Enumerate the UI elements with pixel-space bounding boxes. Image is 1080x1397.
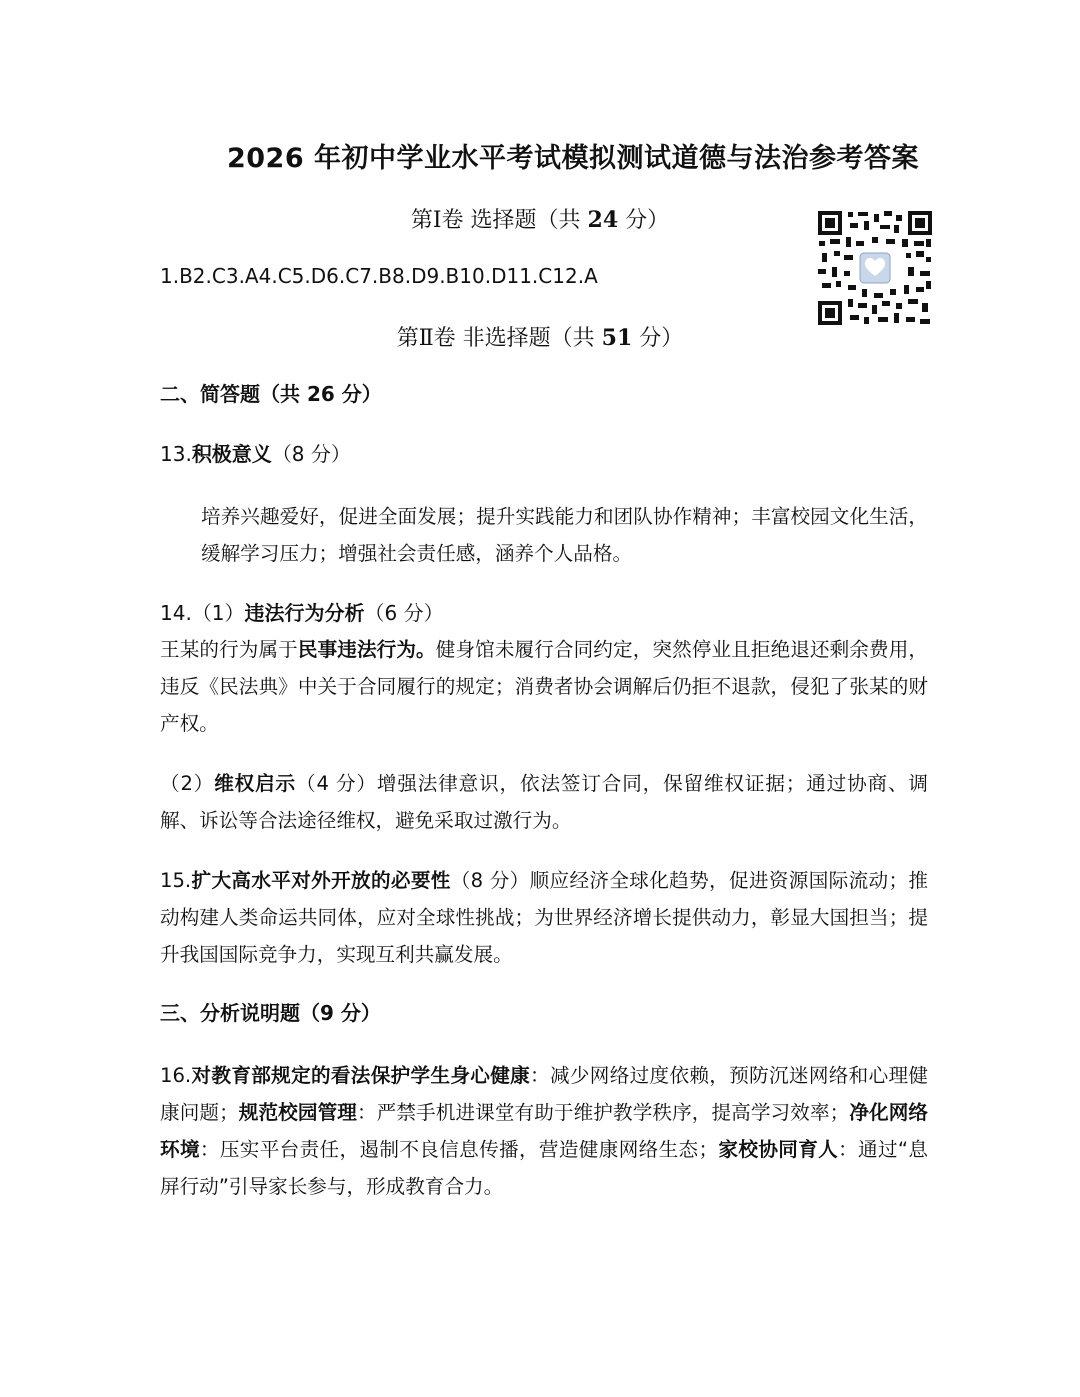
q14-sub1-body: 健身馆未履行合同约定，突然停业且拒绝退还剩余费用，违反《民法典》中关于合同履行的规定；消费者协会调解后仍拒不退款，侵犯了张某的财产权。 [160, 638, 929, 735]
q16-text-2: ：严禁手机进课堂有助于维护教学秩序，提高学习效率； [356, 1101, 850, 1124]
q14-sub1-title: 违法行为分析 [244, 601, 365, 625]
volume-2-heading-suffix: 分） [632, 326, 684, 351]
volume-2-score: 51 [601, 325, 633, 351]
q16-key-4: 家校协同育人 [718, 1138, 839, 1161]
document-title: 2026 年初中学业水平考试模拟测试道德与法治参考答案 [226, 143, 920, 174]
part-3-heading: 三、分析说明题（9 分） [160, 1001, 381, 1025]
q15-title: 扩大高水平对外开放的必要性 [191, 869, 451, 892]
q13-number: 13. [160, 442, 192, 466]
q16-text-3: ：压实平台责任，遏制不良信息传播，营造健康网络生态； [199, 1138, 719, 1161]
q14-sub2-answer [160, 765, 928, 839]
q14-sub2-body: 增强法律意识，依法签订合同，保留维权证据；通过协商、调解、诉讼等合法途径维权，避免采取过激行为。 [160, 772, 929, 832]
q13-answer: 培养兴趣爱好，促进全面发展；提升实践能力和团队协作精神；丰富校园文化生活，缓解学习压力；增强社会责任感，涵养个人品格。 [201, 505, 928, 565]
q14-sub1-lead: 王某的行为属于 [160, 638, 298, 661]
q14-sub2-score: （4 分） [296, 772, 377, 795]
q14-sub1-key: 民事违法行为。 [297, 638, 436, 661]
q13-score: （8 分） [271, 442, 351, 466]
q16-key-1: 对教育部规定的看法保护学生身心健康 [191, 1064, 531, 1087]
volume-2-heading [0, 321, 1080, 352]
q16-key-2: 规范校园管理 [238, 1101, 357, 1124]
q14-sub2-title: 维权启示 [214, 772, 296, 795]
q13-heading [160, 436, 930, 473]
volume-1-score: 24 [587, 207, 619, 233]
q14-sub1-answer [160, 631, 928, 742]
q15-body: 顺应经济全球化趋势，促进资源国际流动；推动构建人类命运共同体，应对全球性挑战；为世界经济增长提供动力，彰显大国担当；提升我国国际竞争力，实现互利共赢发展。 [160, 869, 928, 966]
q16-number: 16. [160, 1064, 192, 1087]
q14-sub1-number: （1） [191, 601, 245, 625]
q15-answer [160, 862, 928, 973]
q14-sub1-heading [160, 595, 930, 632]
q16-text-1: ：减少网络过度依赖，预防沉迷网络和心理健康问题； [160, 1064, 929, 1124]
q13-title: 积极意义 [191, 442, 272, 466]
q14-sub1-score: （6 分） [364, 601, 444, 625]
q16-answer [160, 1057, 928, 1205]
volume-1-heading-prefix: 第Ⅰ卷 选择题（共 [410, 208, 588, 233]
choice-answers: 1.B2.C3.A4.C5.D6.C7.B8.D9.B10.D11.C12.A [160, 264, 598, 288]
q15-number: 15. [160, 869, 192, 892]
volume-2-heading-prefix: 第Ⅱ卷 非选择题（共 [396, 326, 602, 351]
q15-score: （8 分） [450, 869, 530, 892]
part-2-heading: 二、简答题（共 26 分） [160, 382, 382, 406]
q14-sub2-number: （2） [160, 772, 215, 795]
volume-1-heading-suffix: 分） [618, 208, 670, 233]
q16-key-3: 净化网络环境 [160, 1101, 929, 1161]
q16-text-4: ：通过“息屏行动”引导家长参与，形成教育合力。 [160, 1138, 929, 1198]
q14-number: 14. [160, 601, 192, 625]
